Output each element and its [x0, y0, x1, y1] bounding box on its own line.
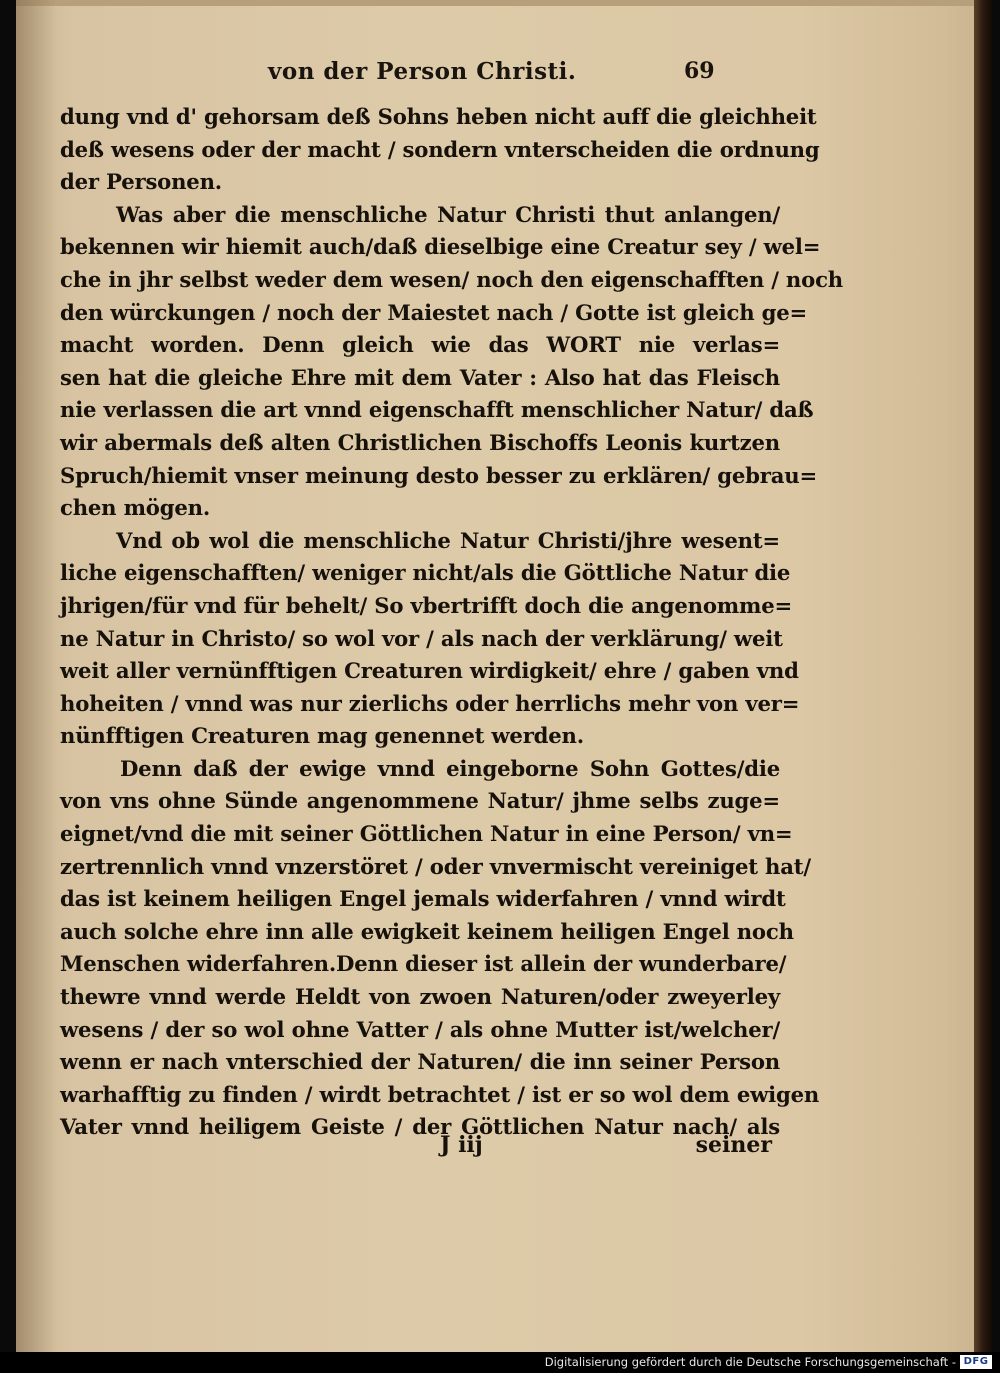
dfg-logo-icon: DFG [960, 1355, 992, 1369]
text-line: von vns ohne Sünde angenommene Natur/ jhme selbs zuge= [60, 788, 780, 814]
text-line: eignet/vnd die mit seiner Göttlichen Natur in eine Person/ vn= [60, 821, 793, 847]
text-line: wesens / der so wol ohne Vatter / als ohne Mutter ist/welcher/ [60, 1016, 780, 1042]
text-line: jhrigen/für vnd für behelt/ So vbertrifft doch die angenomme= [60, 592, 793, 618]
book-spine [974, 0, 992, 1352]
text-line: nünfftigen Creaturen mag genennet werden. [60, 723, 584, 749]
text-line: dung vnd d' gehorsam deß Sohns heben nicht auff die gleichheit [60, 104, 817, 129]
text-line: macht worden. Denn gleich wie das WORT nie verlas= [60, 332, 780, 358]
text-line: der Personen. [60, 169, 222, 195]
text-line: den würckungen / noch der Maiestet nach / Gotte ist gleich ge= [60, 299, 808, 325]
text-line: hoheiten / vnnd was nur zierlichs oder herrlichs mehr von ver= [60, 690, 800, 716]
page-header [16, 58, 992, 94]
text-line: deß wesens oder der macht / sondern vnterscheiden die ordnung [60, 136, 820, 162]
credit-bar [0, 1352, 1000, 1373]
text-line: Was aber die menschliche Natur Christi thut anlangen/ [116, 201, 780, 227]
text-line: auch solche ehre inn alle ewigkeit keinem heiligen Engel noch [60, 918, 794, 944]
page-footer [60, 1132, 780, 1164]
text-line: das ist keinem heiligen Engel jemals widerfahren / vnnd wirdt [60, 886, 786, 912]
body-text [60, 101, 843, 1144]
text-line: weit aller vernünfftigen Creaturen wirdigkeit/ ehre / gaben vnd [60, 658, 799, 684]
text-line: liche eigenschafften/ weniger nicht/als die Göttliche Natur die [60, 560, 791, 586]
book-page [16, 0, 992, 1352]
page-number: 69 [684, 58, 715, 84]
text-line: bekennen wir hiemit auch/daß dieselbige eine Creatur sey / wel= [60, 234, 821, 260]
catchword: seiner [695, 1132, 772, 1158]
text-line: Vnd ob wol die menschliche Natur Christi/jhre wesent= [116, 527, 780, 553]
text-line: wenn er nach vnterschied der Naturen/ die inn seiner Person [60, 1049, 780, 1075]
text-line: zertrennlich vnnd vnzerstöret / oder vnvermischt vereiniget hat/ [60, 853, 811, 879]
text-line: chen mögen. [60, 495, 210, 521]
text-line: wir abermals deß alten Christlichen Bischoffs Leonis kurtzen [60, 429, 780, 455]
text-line: ne Natur in Christo/ so wol vor / als nach der verklärung/ weit [60, 625, 783, 651]
text-line: Menschen widerfahren.Denn dieser ist allein der wunderbare/ [60, 951, 787, 977]
text-line: Spruch/hiemit vnser meinung desto besser zu erklären/ gebrau= [60, 462, 818, 488]
gutter-shadow [16, 0, 56, 1352]
text-line: sen hat die gleiche Ehre mit dem Vater : Also hat das Fleisch [60, 364, 780, 390]
text-line: nie verlassen die art vnnd eigenschafft menschlicher Natur/ daß [60, 397, 814, 423]
text-line: che in jhr selbst weder dem wesen/ noch den eigenschafften / noch [60, 266, 843, 292]
running-head: von der Person Christi. [268, 58, 577, 85]
signature-mark: J iij [440, 1132, 483, 1158]
text-line: Denn daß der ewige vnnd eingeborne Sohn Gottes/die [120, 755, 780, 781]
text-line: warhafftig zu finden / wirdt betrachtet / ist er so wol dem ewigen [60, 1081, 820, 1107]
text-line: thewre vnnd werde Heldt von zwoen Naturen/oder zweyerley [60, 984, 780, 1010]
funding-credit: Digitalisierung gefördert durch die Deutsche Forschungsgemeinschaft - [544, 1355, 956, 1369]
text-line: Vater vnnd heiligem Geiste / der Göttlichen Natur nach/ als [60, 1114, 780, 1140]
page-top-edge [16, 0, 992, 6]
